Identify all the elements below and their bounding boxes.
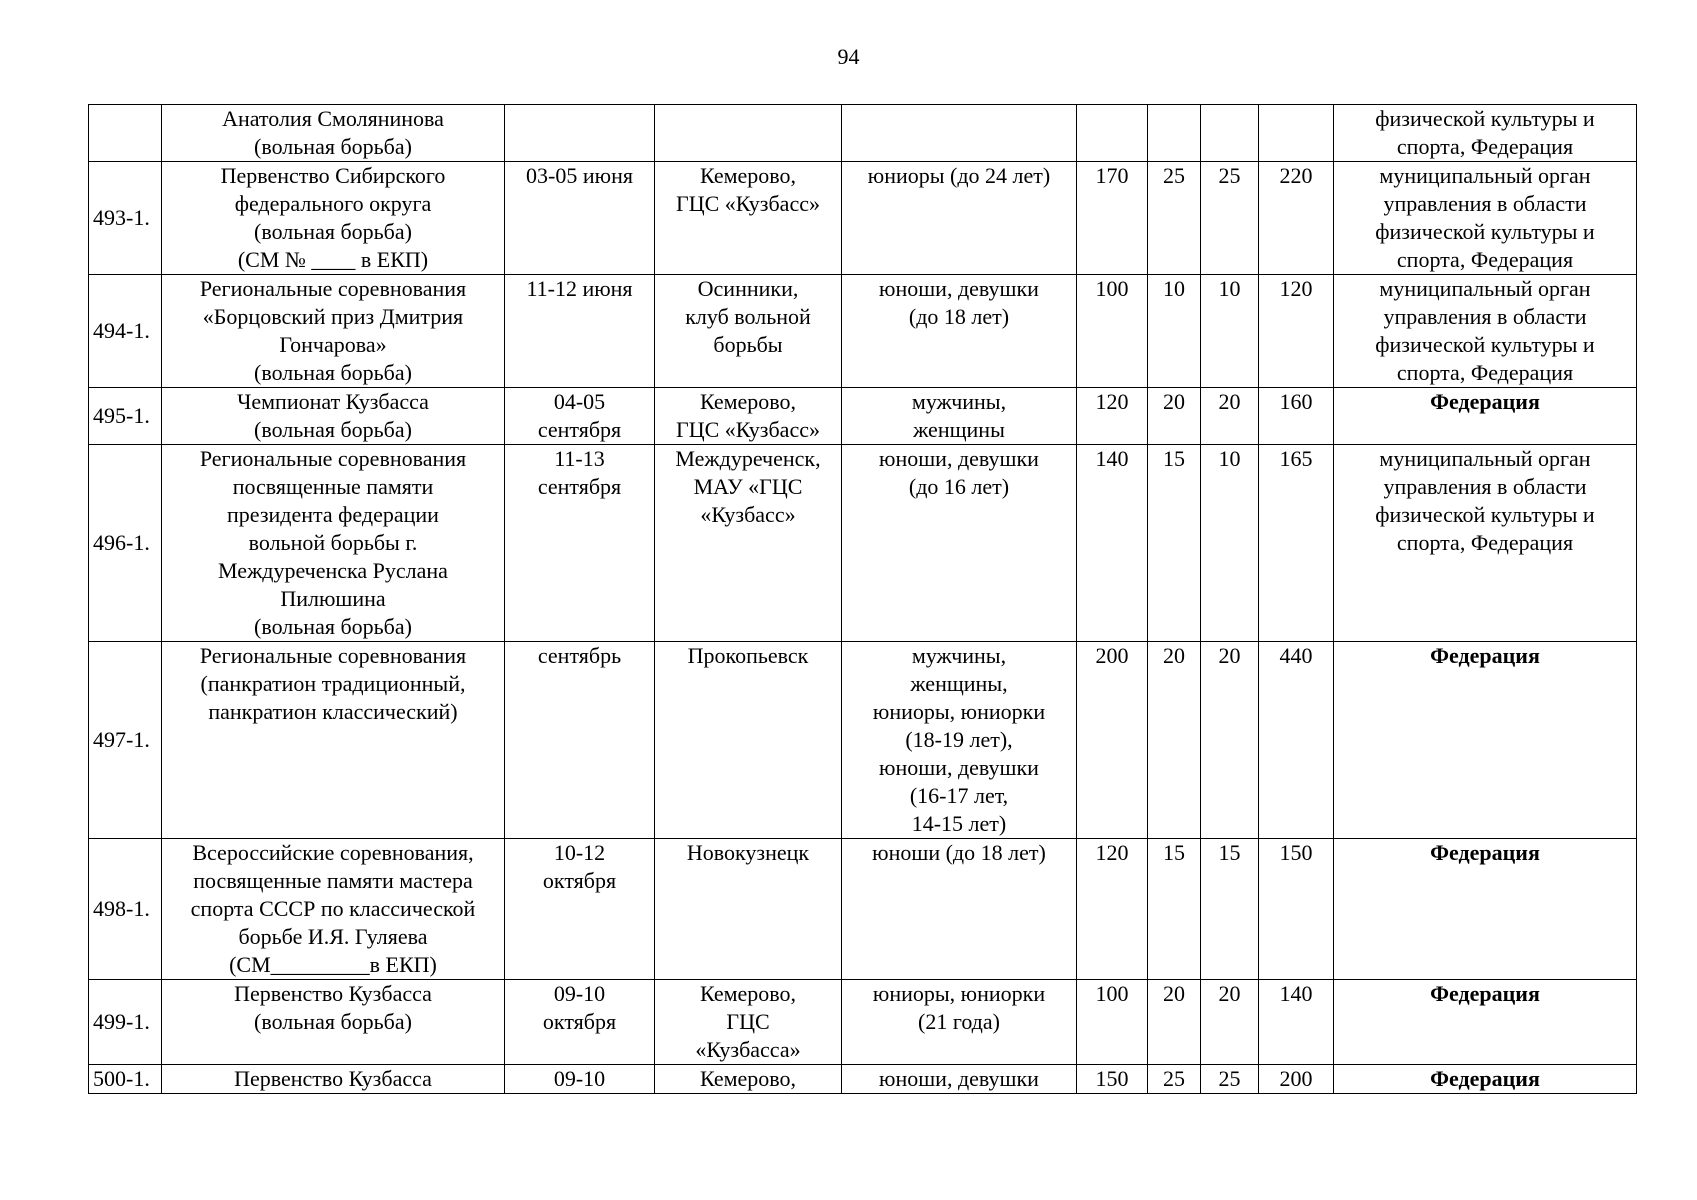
event-name-cell: Первенство Кузбасса (вольная борьба) — [162, 980, 505, 1065]
count-1-cell: 140 — [1077, 445, 1148, 642]
participants-cell: юноши (до 18 лет) — [842, 839, 1077, 980]
table-row — [89, 839, 1637, 980]
table-row — [89, 980, 1637, 1065]
row-number-cell: 499-1. — [89, 980, 162, 1065]
event-date-cell — [505, 105, 655, 162]
table-row — [89, 388, 1637, 445]
count-3-cell: 25 — [1201, 162, 1259, 275]
event-place-cell: Осинники, клуб вольной борьбы — [655, 275, 842, 388]
count-total-cell: 140 — [1259, 980, 1334, 1065]
count-total-cell: 440 — [1259, 642, 1334, 839]
count-1-cell: 170 — [1077, 162, 1148, 275]
event-date-cell: 03-05 июня — [505, 162, 655, 275]
event-place-cell: Новокузнецк — [655, 839, 842, 980]
participants-cell: мужчины, женщины, юниоры, юниорки (18-19 лет), юноши, девушки (16-17 лет, 14-15 лет) — [842, 642, 1077, 839]
count-3-cell: 20 — [1201, 388, 1259, 445]
row-number-cell: 500-1. — [89, 1065, 162, 1094]
event-date-cell: сентябрь — [505, 642, 655, 839]
count-3-cell: 10 — [1201, 275, 1259, 388]
count-2-cell: 25 — [1148, 162, 1201, 275]
event-place-cell: Кемерово, ГЦС «Кузбасса» — [655, 980, 842, 1065]
event-name-cell: Региональные соревнования «Борцовский приз Дмитрия Гончарова» (вольная борьба) — [162, 275, 505, 388]
event-date-cell: 11-13 сентября — [505, 445, 655, 642]
event-date-cell: 11-12 июня — [505, 275, 655, 388]
count-2-cell: 15 — [1148, 839, 1201, 980]
organizer-cell: Федерация — [1334, 1065, 1637, 1094]
count-3-cell: 15 — [1201, 839, 1259, 980]
count-2-cell — [1148, 105, 1201, 162]
row-number-cell: 495-1. — [89, 388, 162, 445]
table-row — [89, 1065, 1637, 1094]
table-row — [89, 445, 1637, 642]
event-name-cell: Всероссийские соревнования, посвященные памяти мастера спорта СССР по классической борьбе И.Я. Гуляева (СМ_________в ЕКП) — [162, 839, 505, 980]
count-total-cell: 120 — [1259, 275, 1334, 388]
count-2-cell: 20 — [1148, 980, 1201, 1065]
row-number-cell: 493-1. — [89, 162, 162, 275]
organizer-cell: Федерация — [1334, 839, 1637, 980]
events-table — [88, 104, 1637, 1094]
row-number-cell: 498-1. — [89, 839, 162, 980]
events-table-body — [89, 105, 1637, 1094]
event-name-cell: Анатолия Смолянинова (вольная борьба) — [162, 105, 505, 162]
event-place-cell: Кемерово, ГЦС «Кузбасс» — [655, 162, 842, 275]
count-3-cell — [1201, 105, 1259, 162]
organizer-cell: Федерация — [1334, 980, 1637, 1065]
event-name-cell: Чемпионат Кузбасса (вольная борьба) — [162, 388, 505, 445]
participants-cell: юниоры (до 24 лет) — [842, 162, 1077, 275]
organizer-cell: муниципальный орган управления в области физической культуры и спорта, Федерация — [1334, 162, 1637, 275]
count-1-cell: 150 — [1077, 1065, 1148, 1094]
event-place-cell: Междуреченск, МАУ «ГЦС «Кузбасс» — [655, 445, 842, 642]
count-total-cell — [1259, 105, 1334, 162]
count-3-cell: 20 — [1201, 642, 1259, 839]
count-3-cell: 20 — [1201, 980, 1259, 1065]
count-3-cell: 10 — [1201, 445, 1259, 642]
participants-cell: юноши, девушки — [842, 1065, 1077, 1094]
count-2-cell: 25 — [1148, 1065, 1201, 1094]
event-name-cell: Первенство Сибирского федерального округа (вольная борьба) (СМ № ____ в ЕКП) — [162, 162, 505, 275]
count-1-cell: 120 — [1077, 388, 1148, 445]
participants-cell: юноши, девушки (до 16 лет) — [842, 445, 1077, 642]
event-place-cell: Кемерово, ГЦС «Кузбасс» — [655, 388, 842, 445]
participants-cell: юниоры, юниорки (21 года) — [842, 980, 1077, 1065]
table-row — [89, 162, 1637, 275]
event-place-cell — [655, 105, 842, 162]
event-date-cell: 09-10 октября — [505, 980, 655, 1065]
row-number-cell — [89, 105, 162, 162]
count-1-cell: 100 — [1077, 980, 1148, 1065]
organizer-cell: Федерация — [1334, 388, 1637, 445]
row-number-cell: 497-1. — [89, 642, 162, 839]
table-row — [89, 275, 1637, 388]
count-2-cell: 20 — [1148, 642, 1201, 839]
event-date-cell: 04-05 сентября — [505, 388, 655, 445]
event-name-cell: Первенство Кузбасса — [162, 1065, 505, 1094]
table-row — [89, 642, 1637, 839]
page-number: 94 — [837, 44, 860, 69]
count-1-cell: 120 — [1077, 839, 1148, 980]
participants-cell: мужчины, женщины — [842, 388, 1077, 445]
count-2-cell: 10 — [1148, 275, 1201, 388]
count-2-cell: 15 — [1148, 445, 1201, 642]
participants-cell: юноши, девушки (до 18 лет) — [842, 275, 1077, 388]
count-2-cell: 20 — [1148, 388, 1201, 445]
row-number-cell: 496-1. — [89, 445, 162, 642]
table-row — [89, 105, 1637, 162]
count-1-cell — [1077, 105, 1148, 162]
organizer-cell: Федерация — [1334, 642, 1637, 839]
count-3-cell: 25 — [1201, 1065, 1259, 1094]
row-number-cell: 494-1. — [89, 275, 162, 388]
count-total-cell: 220 — [1259, 162, 1334, 275]
count-1-cell: 200 — [1077, 642, 1148, 839]
event-date-cell: 10-12 октября — [505, 839, 655, 980]
event-name-cell: Региональные соревнования (панкратион традиционный, панкратион классический) — [162, 642, 505, 839]
event-date-cell: 09-10 — [505, 1065, 655, 1094]
participants-cell — [842, 105, 1077, 162]
count-total-cell: 160 — [1259, 388, 1334, 445]
count-total-cell: 165 — [1259, 445, 1334, 642]
organizer-cell: муниципальный орган управления в области физической культуры и спорта, Федерация — [1334, 275, 1637, 388]
count-total-cell: 150 — [1259, 839, 1334, 980]
event-place-cell: Прокопьевск — [655, 642, 842, 839]
organizer-cell: муниципальный орган управления в области физической культуры и спорта, Федерация — [1334, 445, 1637, 642]
event-name-cell: Региональные соревнования посвященные памяти президента федерации вольной борьбы г. Междуреченска Руслана Пилюшина (вольная борьба) — [162, 445, 505, 642]
organizer-cell: физической культуры и спорта, Федерация — [1334, 105, 1637, 162]
count-1-cell: 100 — [1077, 275, 1148, 388]
event-place-cell: Кемерово, — [655, 1065, 842, 1094]
count-total-cell: 200 — [1259, 1065, 1334, 1094]
